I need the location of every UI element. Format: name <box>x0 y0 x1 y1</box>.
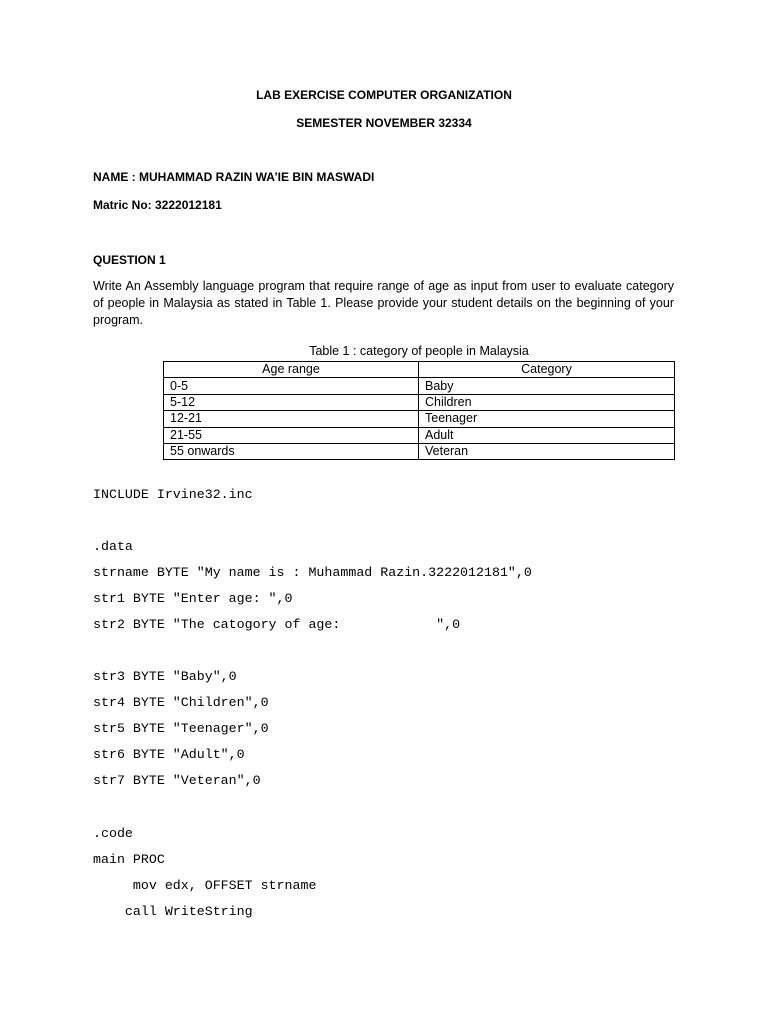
category-table <box>163 361 675 460</box>
column-header-age-range: Age range <box>164 362 419 378</box>
table-row <box>164 443 675 459</box>
code-line-call-writestring: call WriteString <box>93 904 253 919</box>
category-cell: Teenager <box>419 411 675 427</box>
code-line-str6: str6 BYTE "Adult",0 <box>93 747 245 762</box>
code-line-code-directive: .code <box>93 826 133 841</box>
code-line-strname: strname BYTE "My name is : Muhammad Razin.3222012181",0 <box>93 565 532 580</box>
category-cell: Adult <box>419 427 675 443</box>
table-row <box>164 427 675 443</box>
code-line-mov-edx: mov edx, OFFSET strname <box>93 878 317 893</box>
code-line-str1: str1 BYTE "Enter age: ",0 <box>93 591 293 606</box>
column-header-category: Category <box>419 362 675 378</box>
code-line-str2: str2 BYTE "The catogory of age: ",0 <box>93 617 461 632</box>
table-header-row <box>164 362 675 378</box>
code-line-str5: str5 BYTE "Teenager",0 <box>93 721 269 736</box>
age-range-cell: 21-55 <box>164 427 419 443</box>
question-heading: QUESTION 1 <box>93 253 166 267</box>
student-name: NAME : MUHAMMAD RAZIN WA’IE BIN MASWADI <box>93 170 375 184</box>
code-line-str3: str3 BYTE "Baby",0 <box>93 669 237 684</box>
code-line-include: INCLUDE Irvine32.inc <box>93 487 253 502</box>
table-row <box>164 378 675 394</box>
table-row <box>164 411 675 427</box>
category-cell: Children <box>419 394 675 410</box>
code-line-data-directive: .data <box>93 539 133 554</box>
category-cell: Baby <box>419 378 675 394</box>
document-title: LAB EXERCISE COMPUTER ORGANIZATION <box>256 88 512 102</box>
age-range-cell: 12-21 <box>164 411 419 427</box>
code-line-str7: str7 BYTE "Veteran",0 <box>93 773 261 788</box>
question-text: Write An Assembly language program that require range of age as input from user to evaluate category of people in Malaysia as stated in Table 1. Please provide your student details on the beginning of your program. <box>93 279 674 327</box>
age-range-cell: 55 onwards <box>164 443 419 459</box>
table-row <box>164 394 675 410</box>
age-range-cell: 0-5 <box>164 378 419 394</box>
table-caption: Table 1 : category of people in Malaysia <box>309 344 529 358</box>
code-line-main-proc: main PROC <box>93 852 165 867</box>
semester-line: SEMESTER NOVEMBER 32334 <box>296 116 472 130</box>
code-line-str4: str4 BYTE "Children",0 <box>93 695 269 710</box>
category-cell: Veteran <box>419 443 675 459</box>
age-range-cell: 5-12 <box>164 394 419 410</box>
matric-number: Matric No: 3222012181 <box>93 198 222 212</box>
